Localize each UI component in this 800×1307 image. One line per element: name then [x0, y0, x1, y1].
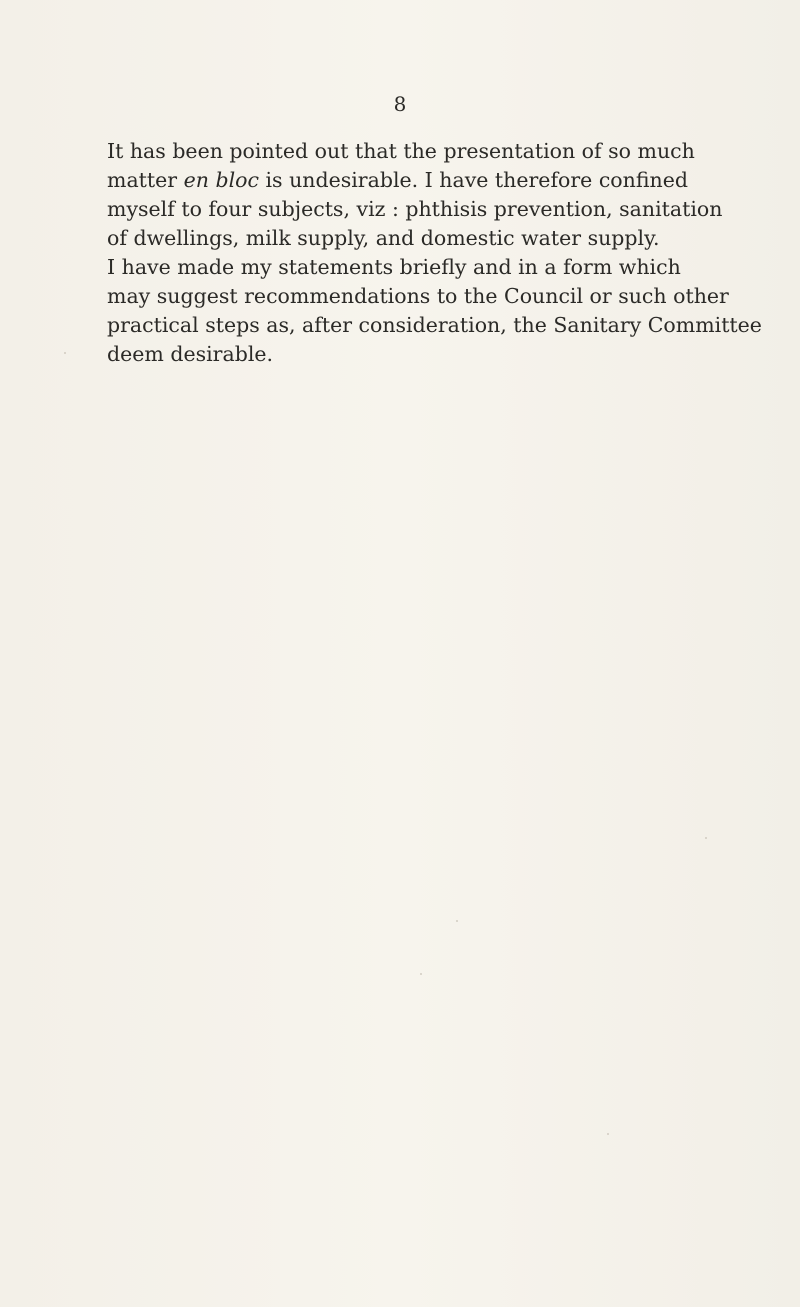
paragraph-line-8: deem desirable. — [107, 342, 274, 366]
italic-phrase: en bloc — [183, 168, 259, 192]
paragraph-line-2 — [107, 166, 797, 195]
paragraph-line-5: I have made my statements briefly and in a form which — [107, 255, 681, 279]
paper-speck — [705, 837, 707, 839]
paragraph-line-3: myself to four subjects, viz : phthisis prevention, sanitation — [107, 197, 723, 221]
paragraph-line-4: of dwellings, milk supply, and domestic water supply. — [107, 226, 660, 250]
body-paragraph — [107, 137, 797, 369]
paper-speck — [456, 920, 458, 922]
line-2-end: is undesirable. I have therefore confined — [258, 168, 688, 192]
paper-speck — [607, 1133, 609, 1135]
paragraph-line-1: It has been pointed out that the presentation of so much — [107, 139, 695, 163]
paragraph-line-6: may suggest recommendations to the Council or such other — [107, 284, 729, 308]
paper-speck — [64, 352, 66, 354]
paragraph-line-7: practical steps as, after consideration, the Sanitary Committee — [107, 313, 762, 337]
paper-speck — [420, 973, 422, 975]
line-2-start: matter — [107, 168, 184, 192]
page-number: 8 — [393, 92, 407, 116]
